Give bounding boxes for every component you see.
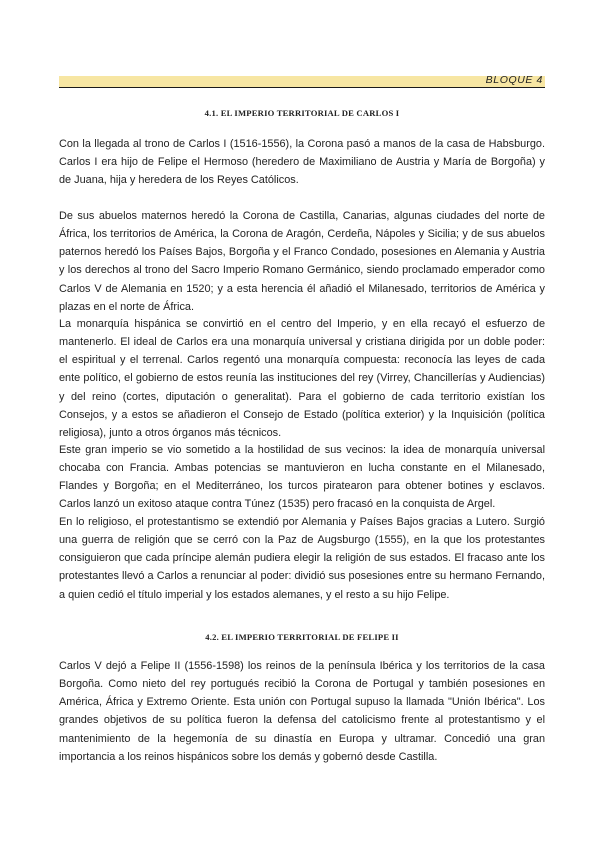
paragraph-1: Con la llegada al trono de Carlos I (1516-1556), la Corona pasó a manos de la casa de Habsburgo. Carlos I era hijo de Felipe el Hermoso (heredero de Maximiliano de Austria y María de Borgoña) y de Juana, hija y heredera de los Reyes Católicos. xyxy=(59,138,545,187)
paragraph-6: Carlos V dejó a Felipe II (1556-1598) los reinos de la península Ibérica y los territorios de la casa Borgoña. Como nieto del rey portugués recibió la Corona de Portugal y también posesiones en América, África y Extremo Oriente. Esta unión con Portugal supuso la llamada "Unión Ibérica". Los grandes objetivos de su política fueron la defensa del catolicismo frente al protestantismo y el mantenimiento de la hegemonía de su dinastía en Europa y ultramar. Concedió una gran importancia a los reinos hispánicos sobre los demás y gobernó desde Castilla. xyxy=(59,660,545,763)
paragraph-4: Este gran imperio se vio sometido a la hostilidad de sus vecinos: la idea de monarquía universal chocaba con Francia. Ambas potencias se mantuvieron en lucha constante en el Milanesado, Flandes y Borgoña; en el Mediterráneo, los turcos piratearon para obtener botines y esclavos. Carlos lanzó un exitoso ataque contra Túnez (1535) pero fracasó en la conquista de Argel. xyxy=(59,444,545,511)
section-title-carlos-i: 4.1. EL IMPERIO TERRITORIAL DE CARLOS I xyxy=(204,108,400,118)
paragraph-3: La monarquía hispánica se convirtió en el centro del Imperio, y en ella recayó el esfuerzo de mantenerlo. El ideal de Carlos era una monarquía universal y cristiana dirigida por un doble poder: el espiritual y el terrenal. Carlos regentó una monarquía compuesta: reconocía las leyes de cada ente político, el gobierno de estos reunía las instituciones del rey (Virrey, Chancillerías y Audiencias) y del reino (cortes, diputación o generalitat). Para el gobierno de cada territorio existían los Consejos, y a estos se añadieron el Consejo de Estado (política exterior) y la Inquisición (política religiosa), junto a otros órganos más técnicos. xyxy=(59,318,545,439)
paragraph-5: En lo religioso, el protestantismo se extendió por Alemania y Países Bajos gracias a Lutero. Surgió una guerra de religión que se cerró con la Paz de Augsburgo (1555), en la que los protestantes consiguieron que cada príncipe alemán pudiera elegir la religión de sus estados. El fracaso ante los protestantes llevó a Carlos a renunciar al poder: dividió sus posesiones entre su hermano Fernando, a quien cedió el título imperial y los estados alemanes, y el resto a su hijo Felipe. xyxy=(59,516,545,601)
section-title-felipe-ii: 4.2. EL IMPERIO TERRITORIAL DE FELIPE II xyxy=(205,632,399,642)
bloque-label: BLOQUE 4 xyxy=(485,74,543,86)
bloque-header-bar xyxy=(59,76,545,88)
paragraph-2: De sus abuelos maternos heredó la Corona de Castilla, Canarias, algunas ciudades del norte de África, los territorios de América, la Corona de Aragón, Cerdeña, Nápoles y Sicilia; y de sus abuelos paternos heredó los Países Bajos, Borgoña y el Franco Condado, posesiones en Alemania y Austria y los derechos al trono del Sacro Imperio Romano Germánico, siendo proclamado emperador como Carlos V de Alemania en 1520; y a esta herencia él añadió el Milanesado, territorios de América y plazas en el norte de África. xyxy=(59,210,545,313)
